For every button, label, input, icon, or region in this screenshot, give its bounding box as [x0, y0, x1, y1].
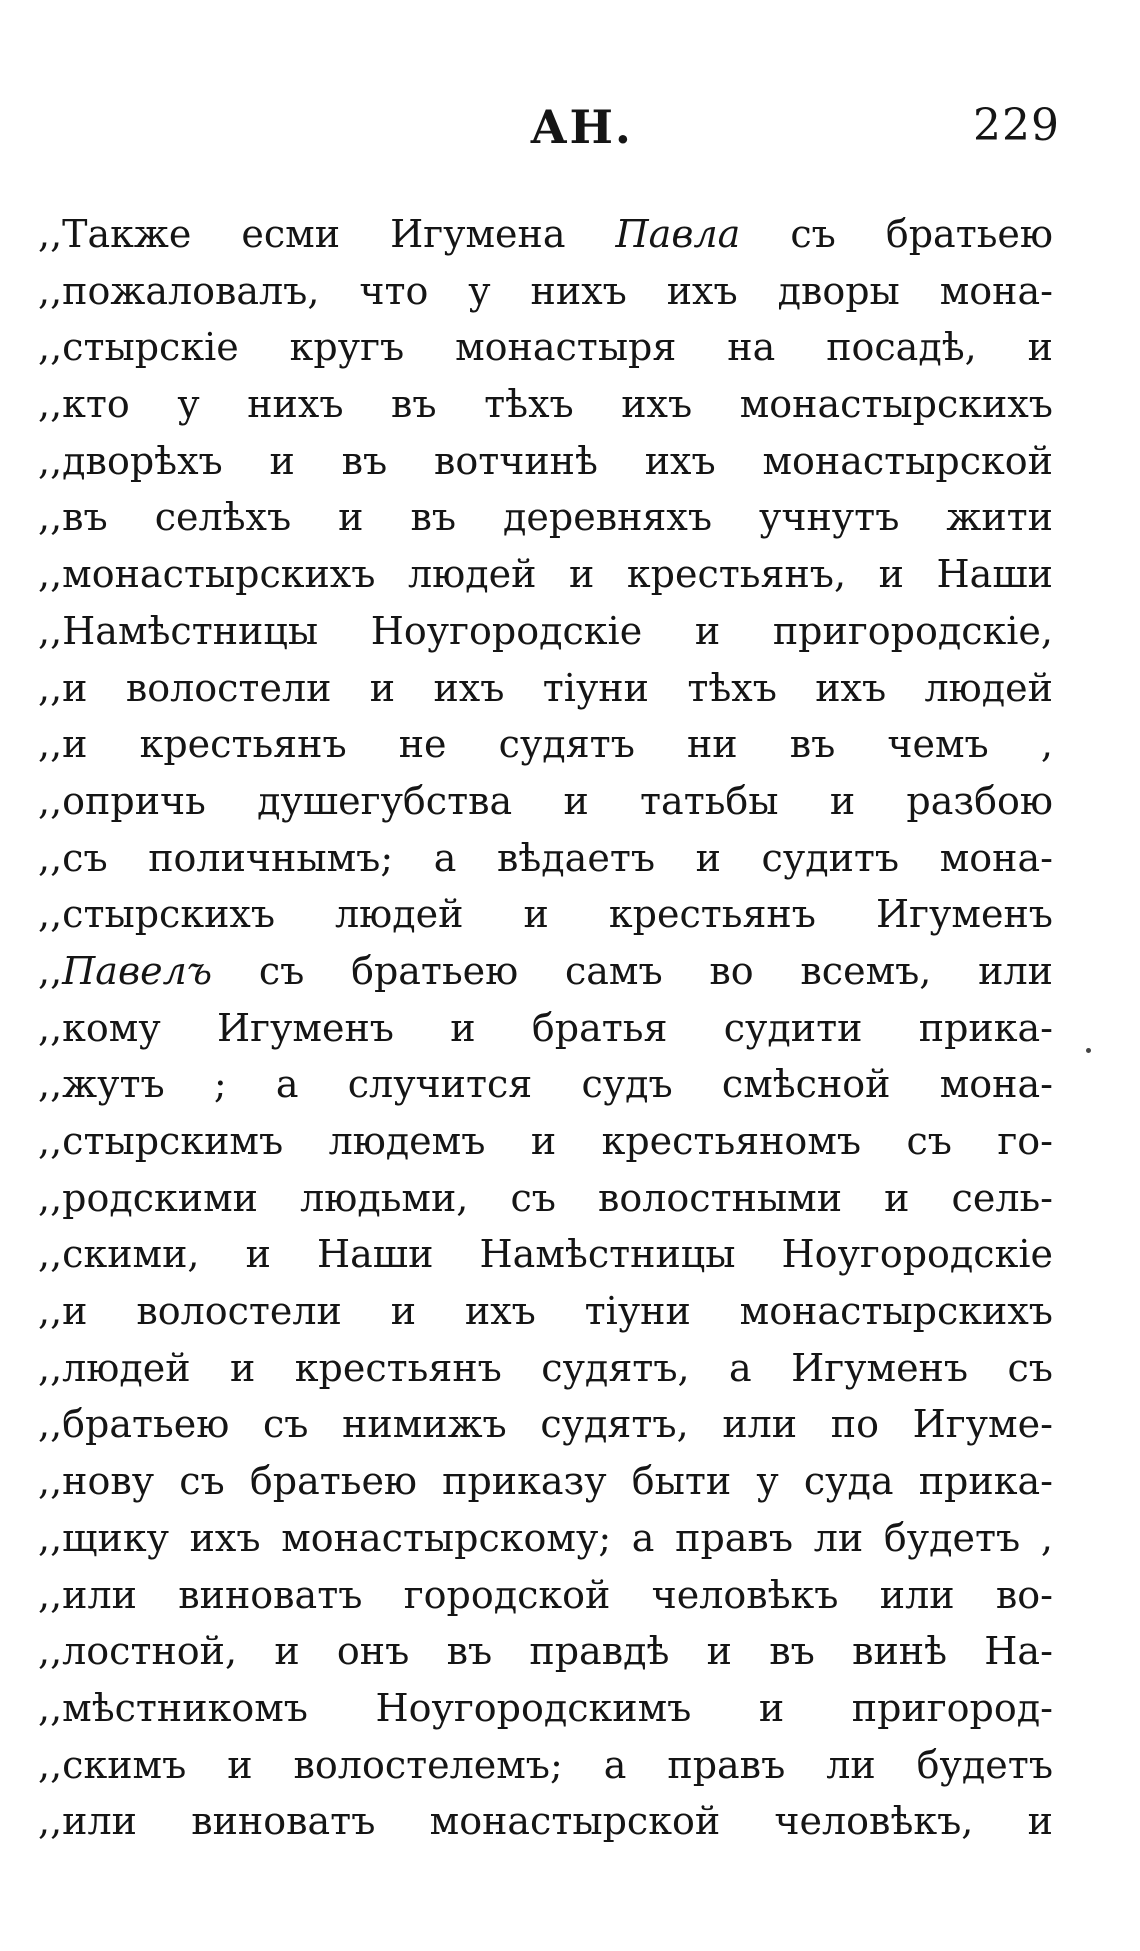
word: монастырскихъ [739, 1289, 1053, 1334]
word: посадѣ, [826, 325, 977, 370]
text-line [38, 1000, 1053, 1057]
word: ; [213, 1062, 227, 1107]
word: виноватъ [178, 1572, 363, 1617]
word: и [269, 438, 295, 483]
word: съ [790, 212, 836, 256]
word: судятъ, [540, 1402, 689, 1447]
word: будетъ [916, 1742, 1053, 1787]
word: ,,лостной, [38, 1629, 238, 1674]
word: чемъ [887, 722, 989, 767]
word [616, 206, 741, 263]
word: разбою [906, 778, 1053, 823]
word: братья [531, 1005, 668, 1050]
word: съ [262, 1402, 309, 1447]
word: Игуменъ [217, 1005, 394, 1050]
word: людемъ [328, 1119, 486, 1163]
word: монастырской [429, 1799, 721, 1844]
word: ,,Также [38, 212, 192, 256]
word: судятъ, [541, 1345, 690, 1390]
word: жити [946, 495, 1053, 540]
word: по [830, 1402, 879, 1447]
text-line [38, 1283, 1053, 1340]
word: быти [631, 1459, 732, 1504]
word: во [709, 948, 754, 993]
word: учнутъ [759, 495, 900, 540]
word: ,,родскими [38, 1175, 259, 1220]
word: братьею [351, 948, 519, 993]
word: правъ [667, 1742, 786, 1787]
word: всемъ, [800, 948, 932, 993]
word: на [727, 325, 776, 370]
word: На- [984, 1629, 1053, 1674]
text-line [38, 716, 1053, 773]
word: въ [789, 722, 836, 767]
word: и [390, 1289, 417, 1334]
word: приказу [442, 1459, 607, 1504]
word: нихъ [530, 268, 627, 313]
word: крестьянъ [139, 722, 347, 767]
text-line [38, 263, 1053, 320]
word: ихъ [189, 1515, 261, 1560]
word: не [398, 722, 447, 767]
word: и [230, 1345, 256, 1390]
word: монастырской [762, 438, 1053, 483]
word: нимижъ [342, 1402, 507, 1447]
text-line [38, 773, 1053, 830]
word: и [758, 1685, 785, 1730]
word: поличнымъ; [148, 835, 394, 880]
text-line [38, 660, 1053, 717]
word: нихъ [247, 382, 344, 427]
word: суда [803, 1459, 894, 1504]
text-line [38, 1737, 1053, 1794]
word: случится [347, 1062, 533, 1107]
word: и [1027, 325, 1053, 370]
text-line [38, 206, 1053, 263]
word: ,,стырскіе [38, 325, 239, 370]
word: братьею [249, 1459, 418, 1504]
word: прика- [918, 1459, 1053, 1504]
text-line [38, 319, 1053, 376]
word: мона- [939, 835, 1053, 880]
word: волостели [125, 665, 332, 710]
word: съ [906, 1119, 952, 1163]
word: городской [403, 1572, 611, 1617]
word: онъ [336, 1629, 410, 1674]
word: судятъ [498, 722, 635, 767]
text-line [38, 1226, 1053, 1283]
word: а [729, 1345, 752, 1390]
word: пригородскіе, [772, 608, 1053, 653]
word: въ [410, 495, 457, 540]
word: а [433, 835, 457, 880]
italic-name: Павла [615, 212, 741, 256]
text-line [38, 1510, 1053, 1567]
word: ,,и [38, 665, 88, 710]
word: въ [391, 382, 437, 427]
word: ,,въ [38, 495, 108, 540]
word: ихъ [621, 382, 693, 427]
word: а [631, 1515, 655, 1560]
word: а [603, 1742, 627, 1787]
word: селѣхъ [154, 495, 292, 540]
word: и [569, 552, 595, 597]
word: ихъ [464, 1289, 536, 1334]
word: ,,съ [38, 835, 108, 880]
word: ,,пожаловалъ, [38, 268, 320, 313]
text-line [38, 433, 1053, 490]
word: ихъ [644, 438, 716, 483]
word: ихъ [433, 665, 505, 710]
word: ихъ [666, 268, 738, 313]
word: ,,или [38, 1799, 137, 1844]
word: ,,жутъ [38, 1062, 165, 1107]
word: ,,стырскимъ [38, 1119, 284, 1163]
word: самъ [564, 948, 663, 993]
word: или [978, 948, 1053, 993]
word: деревняхъ [503, 495, 713, 540]
text-line [38, 1623, 1053, 1680]
word: кругъ [289, 325, 405, 370]
word: братьею [885, 212, 1053, 256]
word: и [530, 1119, 557, 1163]
text-line [38, 1170, 1053, 1227]
word: ,,скимъ [38, 1742, 187, 1787]
word: ,,и [38, 1289, 88, 1334]
text-line [38, 1396, 1053, 1453]
word: го- [997, 1119, 1053, 1163]
word: , [1040, 1515, 1053, 1560]
word: правъ [675, 1515, 794, 1560]
word: ,,дворѣхъ [38, 438, 223, 483]
word: съ [510, 1175, 556, 1220]
word: вѣдаетъ [496, 835, 656, 880]
word: ,,Павелъ [38, 948, 213, 993]
word: и [369, 665, 396, 710]
word: человѣкъ, [774, 1799, 974, 1844]
text-line [38, 943, 1053, 1000]
word: виноватъ [191, 1799, 376, 1844]
word: ,,стырскихъ [38, 892, 275, 937]
word: и [274, 1629, 300, 1674]
word: прика- [918, 1005, 1053, 1050]
word: а [275, 1062, 299, 1107]
page-header [40, 92, 1060, 172]
word: и [227, 1742, 253, 1787]
print-speck [1086, 1048, 1091, 1053]
word: судъ [581, 1062, 673, 1107]
word: съ [179, 1459, 225, 1504]
word: Игуменъ [791, 1345, 969, 1390]
word: крестьяномъ [601, 1119, 862, 1163]
word: ни [686, 722, 738, 767]
word: и [829, 778, 856, 823]
word: тіуни [542, 665, 649, 710]
word: винѣ [852, 1629, 948, 1674]
word: дворы [777, 268, 900, 313]
text-line [38, 489, 1053, 546]
word: ,,монастырскихъ [38, 552, 376, 597]
word: съ [1007, 1345, 1053, 1390]
word: у [468, 268, 491, 313]
word: тѣхъ [687, 665, 777, 710]
running-head: АН. [530, 100, 633, 154]
word: у [756, 1459, 779, 1504]
word: въ [341, 438, 388, 483]
word: Игуменъ [876, 892, 1053, 937]
word: ,,скими, [38, 1232, 200, 1277]
text-line [38, 1793, 1053, 1850]
word: Наши [936, 552, 1053, 597]
word: монастыря [455, 325, 677, 370]
word: или [722, 1402, 798, 1447]
word: душегубства [257, 778, 513, 823]
word: ,,мѣстникомъ [38, 1685, 308, 1730]
word: ,,кому [38, 1005, 161, 1050]
word: сель- [951, 1175, 1053, 1220]
word: тѣхъ [484, 382, 574, 427]
word: крестьянъ, [626, 552, 847, 597]
word: ли [813, 1515, 864, 1560]
word: судитъ [761, 835, 900, 880]
word: волостными [598, 1175, 843, 1220]
text-line [38, 1453, 1053, 1510]
word: волостели [136, 1289, 342, 1334]
word: Наши [317, 1232, 434, 1277]
text-line [38, 1113, 1053, 1170]
word: мона- [939, 268, 1053, 313]
word: Ноугородскіе [370, 608, 643, 653]
word: Игуме- [912, 1402, 1053, 1447]
word: Игумена [390, 212, 566, 256]
word: ,,братьею [38, 1402, 230, 1447]
word: у [177, 382, 200, 427]
word: Ноугородскіе [781, 1232, 1053, 1277]
word: и [695, 835, 721, 880]
word: во- [995, 1572, 1053, 1617]
word: и [338, 495, 364, 540]
word: мона- [939, 1062, 1053, 1107]
word: въ [446, 1629, 493, 1674]
text-line [38, 1056, 1053, 1113]
word: и [450, 1005, 476, 1050]
body-text [38, 206, 1053, 1850]
page-number: 229 [973, 100, 1060, 151]
word: смѣсной [721, 1062, 891, 1107]
word: правдѣ [529, 1629, 670, 1674]
word: съ [258, 948, 305, 993]
word: что [359, 268, 429, 313]
word: ,,щику [38, 1515, 169, 1560]
word: ,,нову [38, 1459, 155, 1504]
word: волостелемъ; [293, 1742, 563, 1787]
word: и [878, 552, 904, 597]
word: ихъ [815, 665, 887, 710]
word: ,,опричь [38, 778, 206, 823]
text-line [38, 546, 1053, 603]
word: ли [826, 1742, 876, 1787]
word: людей [924, 665, 1053, 710]
word: ,,Намѣстницы [38, 608, 319, 653]
word: и [706, 1629, 732, 1674]
word: и [884, 1175, 910, 1220]
word: судити [723, 1005, 863, 1050]
text-line [38, 886, 1053, 943]
word: человѣкъ [651, 1572, 839, 1617]
word: ,,людей [38, 1345, 191, 1390]
word: будетъ [883, 1515, 1021, 1560]
word: и [563, 778, 589, 823]
word: есми [241, 212, 341, 256]
word: и [523, 892, 549, 937]
italic-name: Павелъ [62, 948, 213, 993]
word: пригород- [851, 1685, 1053, 1730]
word: и [1027, 1799, 1053, 1844]
word: или [879, 1572, 955, 1617]
text-line [38, 1567, 1053, 1624]
word: Ноугородскимъ [375, 1685, 692, 1730]
word: монастырскихъ [739, 382, 1053, 427]
word: и [245, 1232, 271, 1277]
word: людьми, [300, 1175, 469, 1220]
word: монастырскому; [281, 1515, 612, 1560]
word: крестьянъ [608, 892, 816, 937]
text-line [38, 1680, 1053, 1737]
word: ,,кто [38, 382, 130, 427]
text-line [38, 830, 1053, 887]
word: , [1040, 722, 1053, 767]
word: въ [769, 1629, 815, 1674]
word: тіуни [584, 1289, 691, 1334]
word: людей [335, 892, 464, 937]
word: крестьянъ [294, 1345, 502, 1390]
word: ,,и [38, 722, 88, 767]
word: ,,или [38, 1572, 137, 1617]
text-line [38, 1340, 1053, 1397]
word: людей [408, 552, 537, 597]
word: Намѣстницы [479, 1232, 736, 1277]
text-line [38, 376, 1053, 433]
word: татьбы [640, 778, 779, 823]
text-line [38, 603, 1053, 660]
word: вотчинѣ [433, 438, 598, 483]
word: и [694, 608, 721, 653]
